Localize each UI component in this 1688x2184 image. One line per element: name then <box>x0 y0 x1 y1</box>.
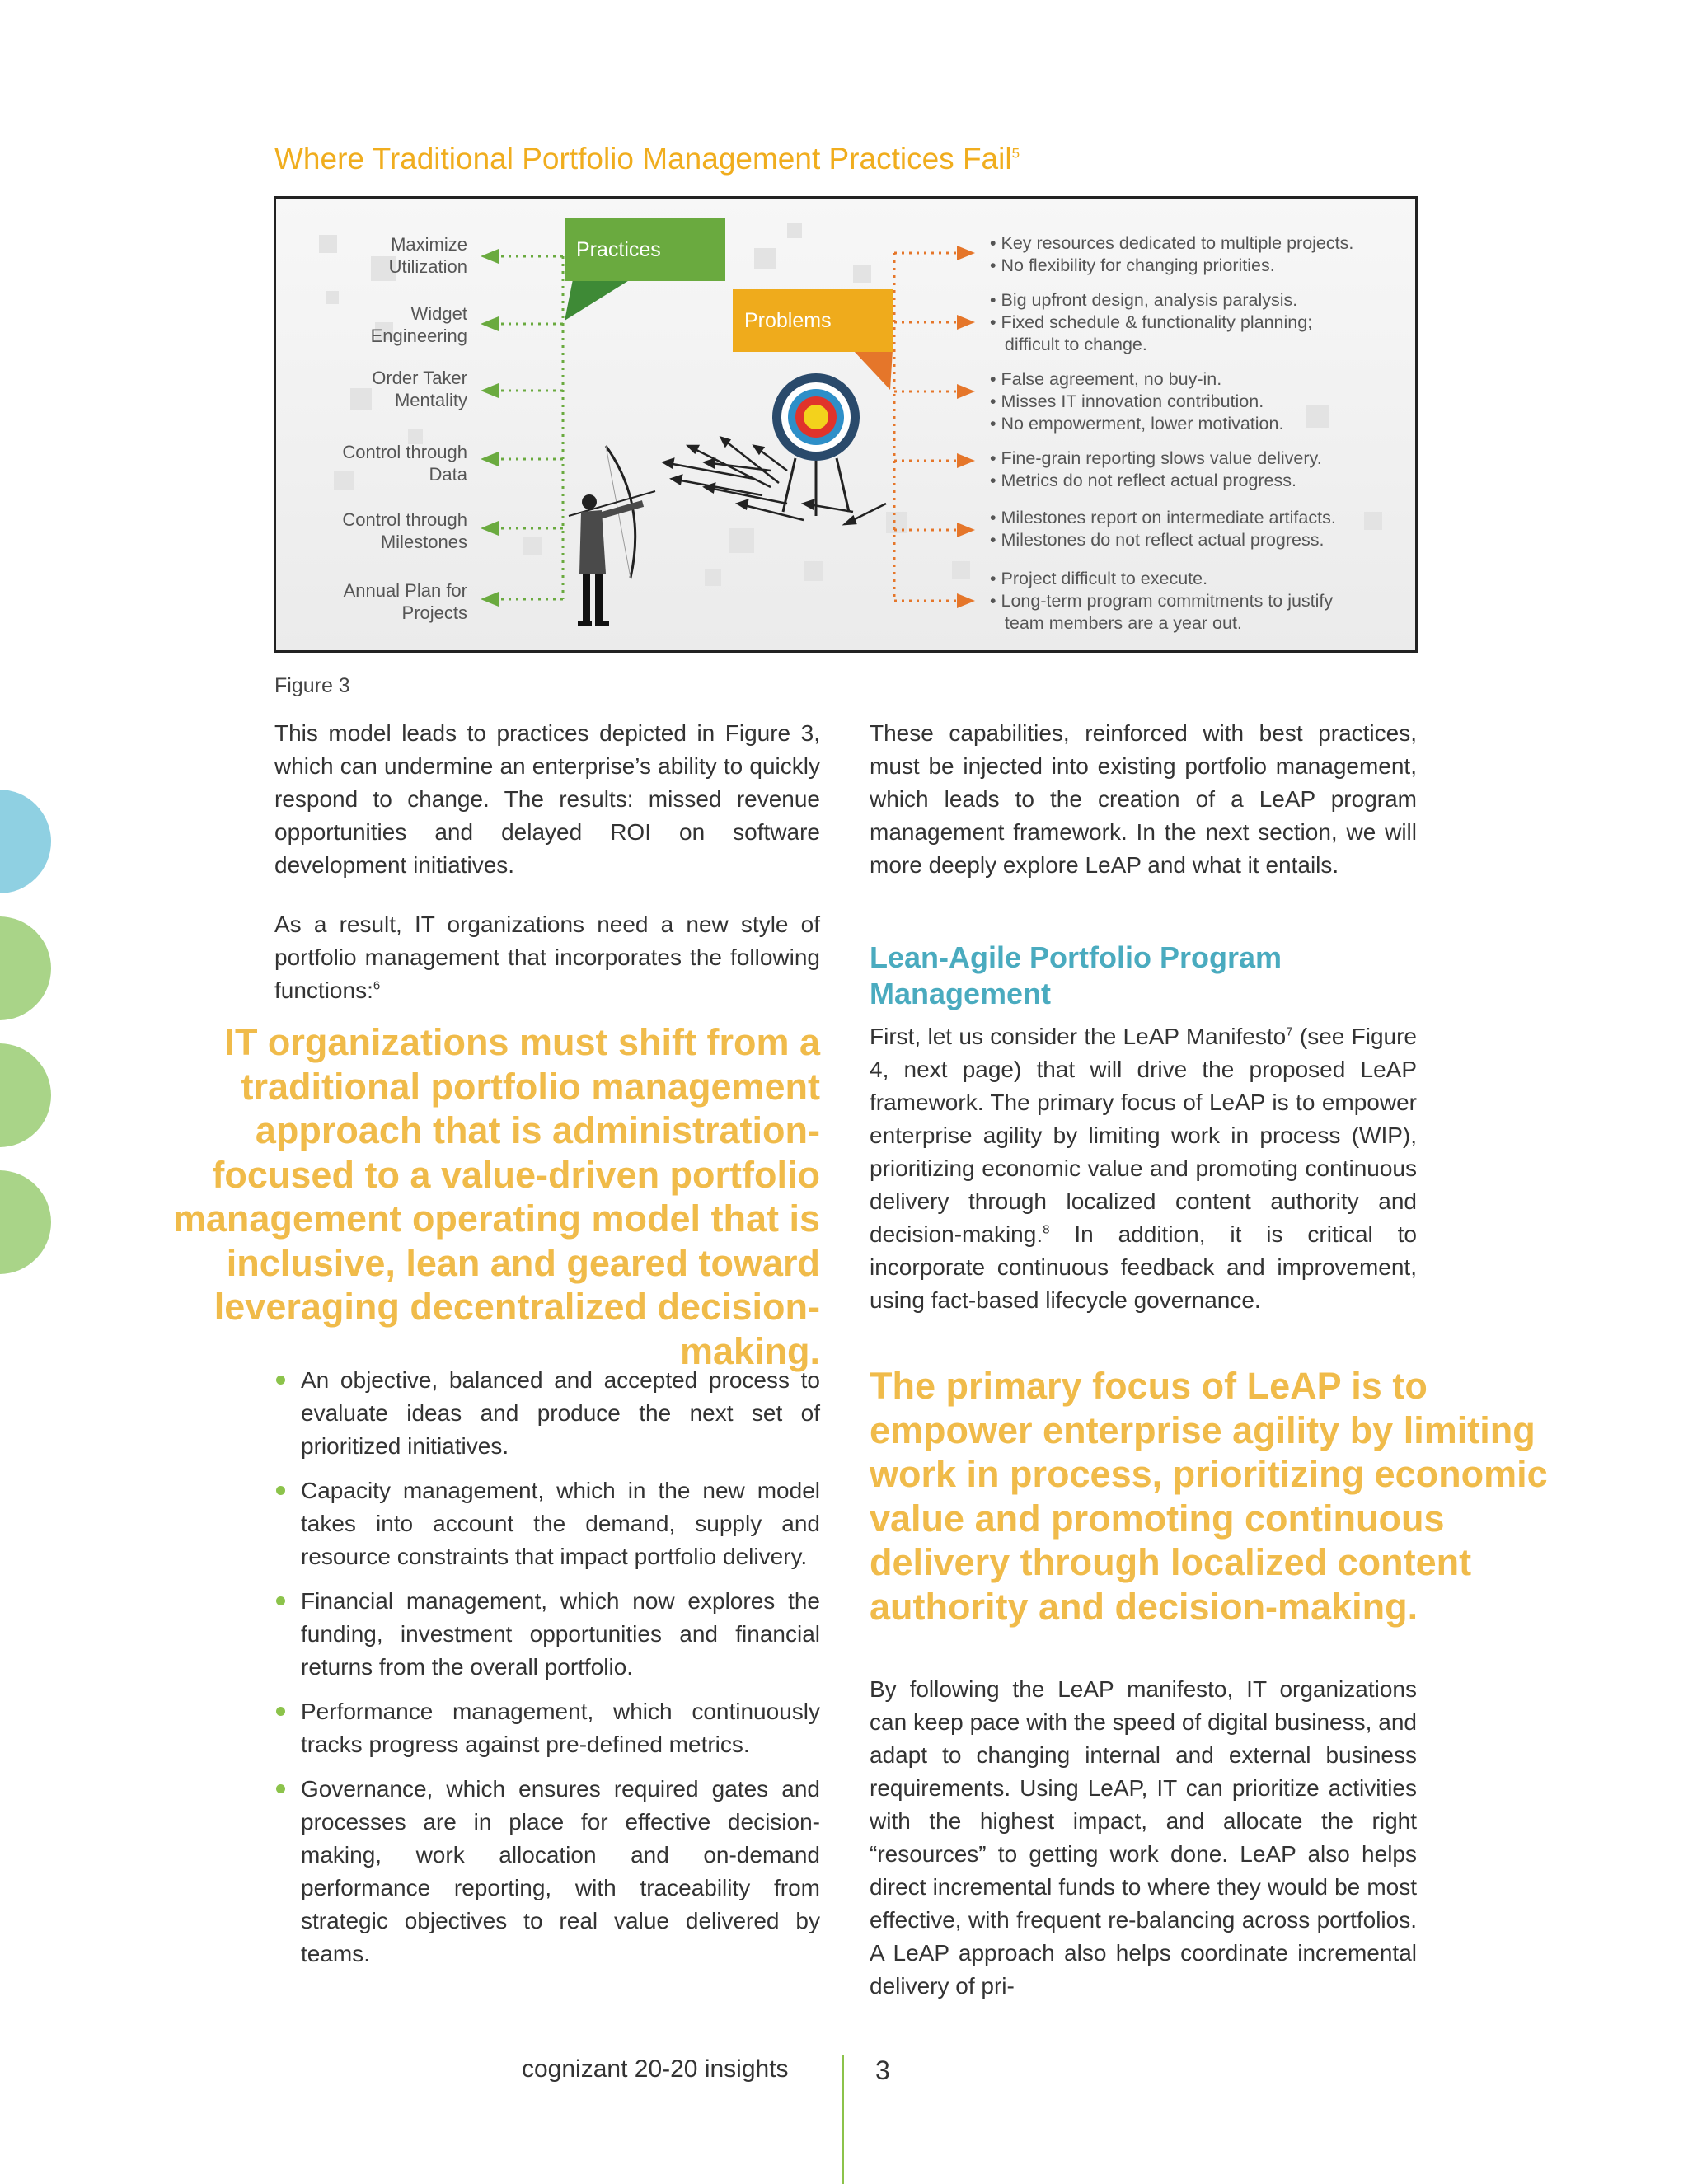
left-pull-quote: IT organizations must shift from a traditional portfolio management approach that is administration-focused to a value-driven portfolio management operating model that is inclusive, lean and geared toward leveraging decentralized decision-making. <box>172 1021 820 1372</box>
practices-arrows <box>499 256 563 599</box>
footer-publication: cognizant 20-20 insights <box>522 2055 789 2083</box>
practice-label-1: Maximize Utilization <box>388 234 467 277</box>
practice-label-3: Order Taker Mentality <box>372 368 467 410</box>
problem-group-5: • Milestones report on intermediate artifacts. • Milestones do not reflect actual progress. <box>990 508 1336 550</box>
list-item: Governance, which ensures required gates and processes are in place for effective decision-making, work allocation and on-demand performance reporting, with traceability from strategic objectives to real value delivered by teams. <box>274 1773 820 1971</box>
practice-label-5: Control through Milestones <box>342 509 467 552</box>
problem-group-2: • Big upfront design, analysis paralysis. • Fixed schedule & functionality planning; difficult to change. <box>990 290 1313 354</box>
problem-group-4: • Fine-grain reporting slows value delivery. • Metrics do not reflect actual progress. <box>990 448 1322 490</box>
side-circle-green-3 <box>0 1170 51 1274</box>
figure-caption: Figure 3 <box>274 674 350 697</box>
bullet-icon <box>276 1596 285 1605</box>
problems-tag: Problems <box>733 289 893 352</box>
list-item: An objective, balanced and accepted process to evaluate ideas and produce the next set of prioritized initiatives. <box>274 1364 820 1463</box>
footnote-8: 8 <box>1043 1222 1050 1237</box>
right-paragraph-3: By following the LeAP manifesto, IT organizations can keep pace with the speed of digital business, and adapt to changing internal and external business requirements. Using LeAP, IT can prioritize activities with the highest impact, and allocate the right “resources” to getting work done. LeAP also helps direct incremental funds to where they would be most effective, with frequent re-balancing across portfolios. A LeAP approach also helps coordinate incremental delivery of pri- <box>870 1676 1417 1999</box>
side-circle-green-2 <box>0 1043 51 1147</box>
figure-title: Where Traditional Portfolio Management Practices Fail$^5$ <box>274 142 1020 176</box>
section-heading: Lean-Agile Portfolio Program Management <box>870 940 1282 1010</box>
page-number: 3 <box>875 2055 890 2085</box>
problem-group-1: • Key resources dedicated to multiple projects. • No flexibility for changing priorities. <box>990 233 1354 275</box>
bullet-icon <box>276 1784 285 1793</box>
practices-tag: Practices <box>565 218 725 281</box>
list-item: Financial management, which now explores the funding, investment opportunities and financial returns from the overall portfolio. <box>274 1585 820 1684</box>
problems-callout-tail <box>853 350 893 390</box>
right-pull-quote: The primary focus of LeAP is to empower enterprise agility by limiting work in process, prioritizing economic value and promoting continuous delivery through localized content authority and decision-making. <box>870 1365 1548 1628</box>
list-item: Performance management, which continuously tracks progress against pre-defined metrics. <box>274 1695 820 1761</box>
figure-title-footnote: 5 <box>1011 145 1020 162</box>
practice-label-4: Control through Data <box>342 442 467 485</box>
left-paragraph-2-footnote: 6 <box>373 978 381 993</box>
target-icon <box>772 373 860 516</box>
practices-callout-tail <box>565 279 631 321</box>
left-paragraph-1: This model leads to practices depicted in Figure 3, which can undermine an enterprise’s ability to quickly respond to change. The results: missed revenue opportunities and delayed ROI on software development initiatives. <box>274 720 820 878</box>
side-circle-green-1 <box>0 916 51 1020</box>
side-circle-blue <box>0 790 51 893</box>
figure-3-diagram <box>274 196 1418 653</box>
practice-label-6: Annual Plan for Projects <box>343 580 467 623</box>
problem-group-3: • False agreement, no buy-in. • Misses IT innovation contribution. • No empowerment, lower motivation. <box>990 369 1284 434</box>
bullet-icon <box>276 1486 285 1495</box>
bullet-icon <box>276 1376 285 1385</box>
archer-figure-icon <box>569 446 655 626</box>
list-item: Capacity management, which in the new model takes into account the demand, supply and resource constraints that impact portfolio delivery. <box>274 1474 820 1573</box>
missed-arrows-icon <box>663 438 886 524</box>
practice-label-2: Widget Engineering <box>370 303 467 346</box>
problems-arrows <box>894 253 957 601</box>
bullet-icon <box>276 1707 285 1716</box>
left-paragraph-2: As a result, IT organizations need a new style of portfolio management that incorporates the following functions:$^6$ <box>274 912 820 1003</box>
right-paragraph-1: These capabilities, reinforced with best practices, must be injected into existing portfolio management, which leads to the creation of a LeAP program management framework. In the next section, we will more deeply explore LeAP and what it entails. <box>870 720 1417 878</box>
footnote-7: 7 <box>1286 1024 1293 1039</box>
functions-list <box>274 1364 820 1982</box>
problems-arrowheads <box>957 246 975 608</box>
footer-divider <box>842 2055 844 2184</box>
problem-group-6: • Project difficult to execute. • Long-term program commitments to justify team members are a year out. <box>990 569 1334 633</box>
practices-arrowheads <box>481 249 499 607</box>
right-paragraph-2: First, let us consider the LeAP Manifesto$^7$ (see Figure 4, next page) that will drive the proposed LeAP framework. The primary focus of LeAP is to empower enterprise agility by limiting work in process (WIP), prioritizing economic value and promoting continuous delivery through localized content authority and decision-making.$^8$ In addition, it is critical to incorporate continuous feedback and improvement, using fact-based lifecycle governance. <box>870 1024 1417 1313</box>
